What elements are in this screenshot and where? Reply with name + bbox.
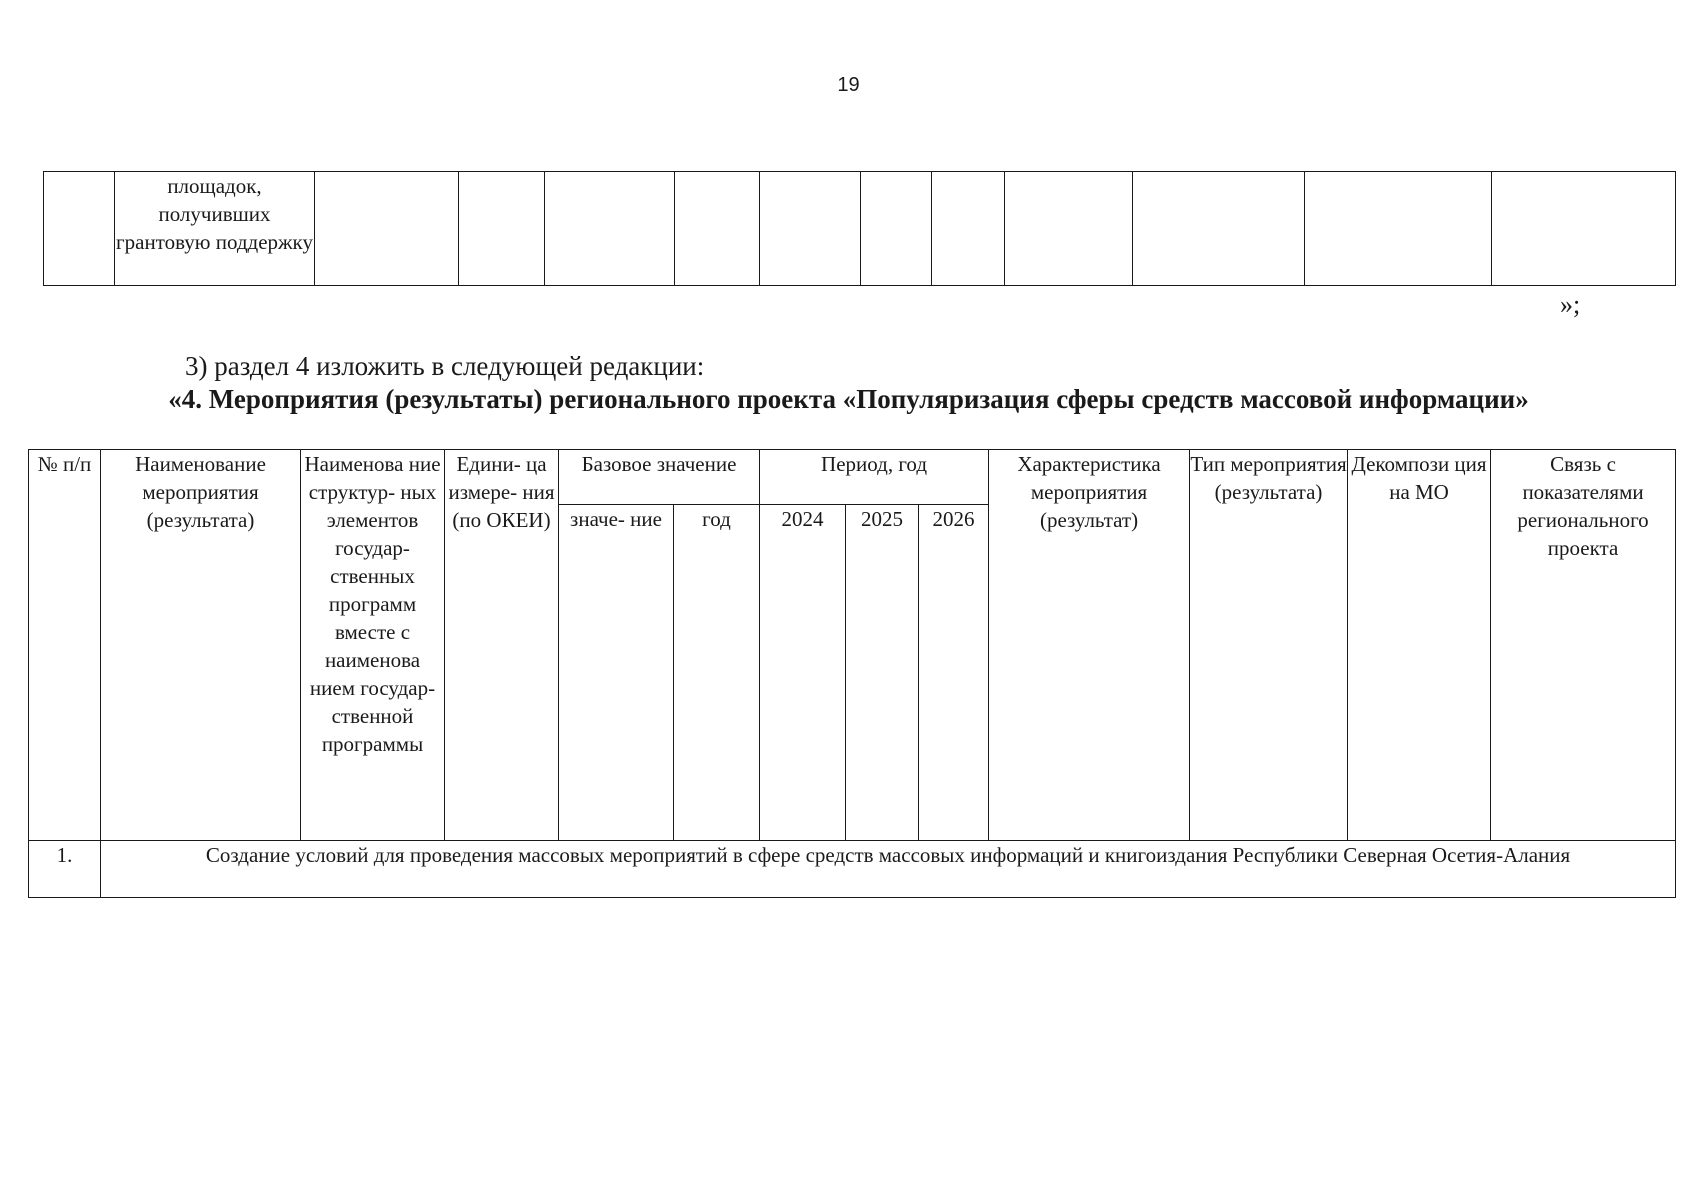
table-cell [1305,172,1492,286]
header-period: Период, год [760,450,989,505]
header-link: Связь с показателями регионального проекта [1491,450,1676,841]
header-year-2025: 2025 [846,505,919,841]
header-characteristic: Характеристика мероприятия (результат) [989,450,1190,841]
table-cell [932,172,1005,286]
table-cell [545,172,675,286]
header-unit: Едини- ца измере- ния (по ОКЕИ) [445,450,559,841]
table-cell [760,172,861,286]
row-number: 1. [29,841,101,898]
activities-table [28,449,1676,898]
table-cell [1492,172,1676,286]
table-cell [1133,172,1305,286]
table-cell [315,172,459,286]
header-num: № п/п [29,450,101,841]
continued-table [43,171,1676,286]
instruction-text: 3) раздел 4 изложить в следующей редакции: [185,351,705,381]
table-cell [675,172,760,286]
table-cell [459,172,545,286]
table-cell [1005,172,1133,286]
header-base: Базовое значение [559,450,760,505]
closing-quote: »; [1560,290,1581,319]
header-year-2026: 2026 [919,505,989,841]
header-type: Тип мероприятия (результата) [1190,450,1348,841]
row-text: Создание условий для проведения массовых мероприятий в сфере средств массовых информаций и книгоиздания Республики Северная Осетия-Алания [101,841,1676,898]
table-cell [44,172,115,286]
table-cell: площадок, получивших грантовую поддержку [115,172,315,286]
header-base-year: год [674,505,760,841]
header-structural: Наименова ние структур- ных элементов государ- ственных программ вместе с наименова нием государ- ственной программы [301,450,445,841]
header-year-2024: 2024 [760,505,846,841]
table-row [29,841,1676,898]
section-title: «4. Мероприятия (результаты) регионального проекта «Популяризация сферы средств массовой информации» [168,384,1529,414]
table-cell [861,172,932,286]
header-row [29,450,1676,505]
table-row [44,172,1676,286]
header-name: Наименование мероприятия (результата) [101,450,301,841]
header-decomposition: Декомпози ция на МО [1348,450,1491,841]
page-number: 19 [837,74,860,96]
header-base-value: значе- ние [559,505,674,841]
